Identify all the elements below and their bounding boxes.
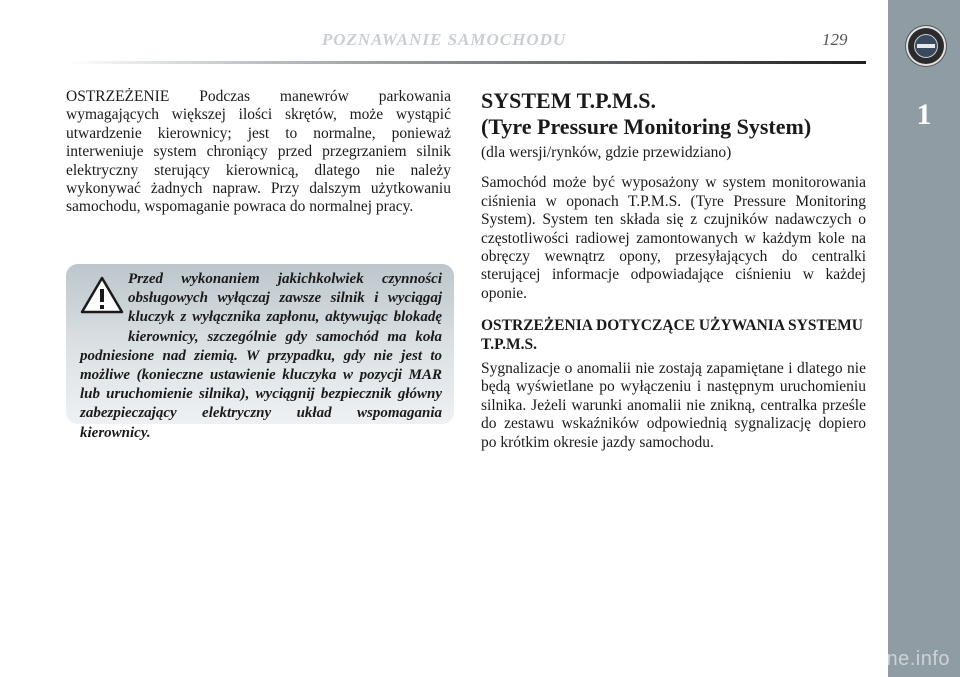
tpms-warnings-heading: OSTRZEŻENIA DOTYCZĄCE UŻYWANIA SYSTEMU T.P.M.S.: [481, 317, 863, 353]
chapter-number: 1: [916, 98, 932, 131]
tpms-description-paragraph: Samochód może być wyposażony w system monitorowania ciśnienia w oponach T.P.M.S. (Tyre Pressure Monitoring System). System ten składa się z czujników nadawczych o częstotliwości radiowej zamontowanych w każdym kole na obręczy wewnątrz opony, przesyłających do centralki sterującej informacje odpowiadające ciśnieniu w każdej oponie.: [481, 174, 866, 302]
section-subtitle: (dla wersji/rynków, gdzie przewidziano): [481, 144, 732, 161]
steering-warning-paragraph: OSTRZEŻENIE Podczas manewrów parkowania wymagających większej ilości skrętów, może wystąpić utwardzenie kierownicy; jest to normalne, ponieważ interweniuje system chroniący przed przegrzaniem silnik elektryczny sterujący kierownicą, dlatego nie należy wykonywać żadnych napraw. Przy dalszym użytkowaniu samochodu, wspomaganie powraca do normalnej pracy.: [66, 88, 451, 216]
logo-emblem: [914, 34, 938, 58]
warning-box: [66, 264, 454, 441]
section-title: [481, 88, 866, 140]
right-column: [481, 88, 866, 452]
logo-banner: [917, 44, 935, 48]
running-header-title: POZNAWANIE SAMOCHODU: [321, 30, 567, 49]
page-number: 129: [822, 30, 848, 49]
lancia-shield-icon: [908, 28, 944, 64]
left-column: [66, 88, 451, 217]
section-title-line2: (Tyre Pressure Monitoring System): [481, 114, 812, 139]
tpms-warnings-paragraph: Sygnalizacje o anomalii nie zostają zapamiętane i dlatego nie będą wyświetlane po wyłączeniu i następnym uruchomieniu silnika. Jeżeli warunki anomalii nie znikną, centralka prześle do zestawu wskaźników odpowiednią sygnalizację dopiero po krótkim okresie jazdy samochodu.: [481, 360, 866, 451]
section-title-line1: SYSTEM T.P.M.S.: [481, 88, 657, 113]
site-watermark: carmanualsonline.info: [744, 648, 950, 670]
warning-text: Przed wykonaniem jakichkolwiek czynności obsługowych wyłączaj zawsze silnik i wyciągaj kluczyk z wyłącznika zapłonu, aktywując blokadę kierownicy, szczególnie gdy samochód ma koła podniesione nad ziemią. W przypadku, gdy nie jest to możliwe (konieczne ustawienie kluczyka w pozycji MAR lub uruchomienie silnika), wyciągnij bezpiecznik główny zabezpieczający elektryczny układ wspomagania kierownicy.: [80, 271, 442, 441]
header-rule: [66, 61, 866, 64]
